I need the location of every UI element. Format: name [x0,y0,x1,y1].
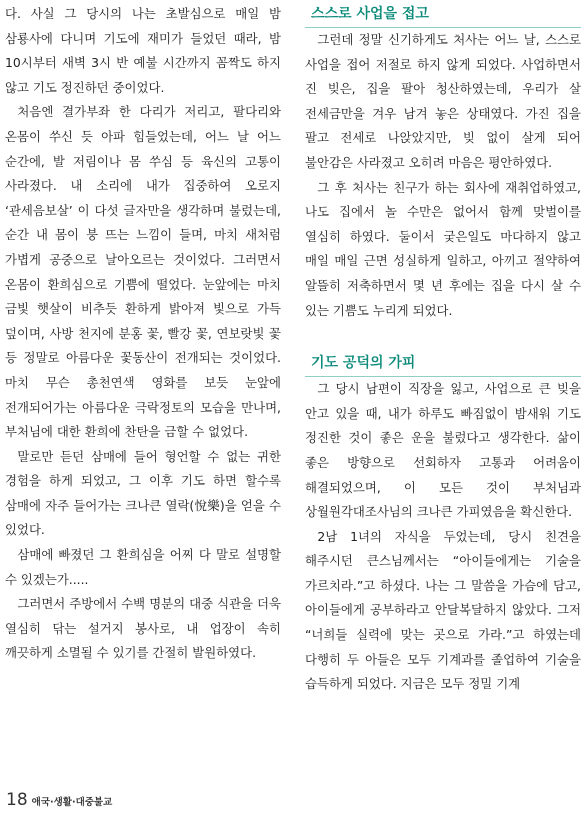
body-paragraph: 그런데 정말 신기하게도 처사는 어느 날, 스스로 사업을 접어 저절로 하지 않게 되었다. 사업하면서 진 빚은, 집을 팔아 청산하였는데, 우리가 살 전세금만을 겨우 남겨 놓은 상태였다. 가진 집을 팔고 전세로 나앉았지만, 빚 없이 살게 되어 불안감은 사라졌고 오히려 마음은 평안하였다. [305,32,581,170]
page-number: 18 [6,790,28,810]
body-paragraph: 그러면서 주방에서 수백 명분의 대중 식관을 더욱 열심히 닦는 설거지 봉사로, 내 업장이 속히 깨끗하게 소멸될 수 있기를 간절히 발원하였다. [5,596,281,661]
body-paragraph: 그 당시 남편이 직장을 잃고, 사업으로 큰 빚을 안고 있을 때, 내가 하루도 빠짐없이 밤새워 기도 정진한 것이 좋은 운을 불렀다고 생각한다. 삶이 좋은 방향으로 선회하자 고통과 어려움이 해결되었으며, 이 모든 것이 부처님과 상월원각대조사님의 크나큰 가피였음을 확신한다. [305,381,581,520]
body-paragraph: 말로만 듣던 삼매에 들어 형언할 수 없는 귀한 경험을 하게 되었고, 그 이후 기도 하면 할수록 삼매에 자주 들어가는 크나큰 열락(悅樂)을 얻을 수 있었다. [5,448,281,538]
body-paragraph: 처음엔 결가부좌 한 다리가 저리고, 팔다리와 온몸이 쑤신 듯 아파 힘들었는데, 어느 날 어느 순간에, 발 저림이나 몸 쑤심 등 육신의 고통이 사라졌다. 내 소리에 내가 집중하여 오로지 ‘관세음보살’ 이 다섯 글자만을 생각하며 불렀는데, 순간 내 몸이 붕 뜨는 느낌이 들며, 마치 새처럼 가볍게 공중으로 날아오르는 것이었다. 그러면서 온몸이 환희심으로 기쁨에 떨었다. 눈앞에는 마치 금빛 햇살이 비추듯 환하게 밝아져 빛으로 가득 덮이며, 사방 천지에 분홍 꽃, 빨강 꽃, 연보랏빛 꽃 등 정말로 아름다운 꽃동산이 전개되는 것이었다. 마치 무슨 총천연색 영화를 보듯 눈앞에 전개되어가는 아름다운 극락정토의 모습을 만나며, 부처님에 대한 환희에 찬탄을 금할 수 없었다. [5,104,281,440]
body-paragraph: 그 후 처사는 친구가 하는 회사에 재취업하였고, 나도 집에서 놀 수만은 없어서 함께 맞벌이를 열심히 하였다. 둘이서 궂은일도 마다하지 않고 매일 매일 근면 성실하게 일하고, 아끼고 절약하여 알뜰히 저축하면서 몇 년 후에는 집을 다시 살 수 있는 기쁨도 누리게 되었다. [305,179,581,318]
left-column [5,0,281,666]
body-paragraph: 2남 1녀의 자식을 두었는데, 당시 친견을 해주시던 큰스님께서는 “아이들에게는 기술을 가르치라.”고 하셨다. 나는 그 말씀을 가슴에 담고, 아이들에게 공부하라고 안달복달하지 않았다. 그저 “너희들 실력에 맞는 곳으로 가라.”고 하였는데 다행히 두 아들은 모두 기계과를 졸업하여 기술을 습득하게 되었다. 지금은 모두 정밀 기계 [305,528,581,692]
body-paragraph: 삼매에 빠졌던 그 환희심을 어찌 다 말로 설명할 수 있겠는가..... [5,547,281,587]
section-heading: 스스로 사업을 접고 [305,0,581,28]
body-paragraph: 다. 사실 그 당시의 나는 초발심으로 매일 밤 삼룡사에 다니며 기도에 재미가 들었던 때라, 밤 10시부터 새벽 3시 반 예불 시간까지 꼼짝도 하지 않고 기도 정진하던 중이었다. [5,6,281,95]
right-column [305,0,581,697]
page-footer [6,790,112,810]
section-heading: 기도 공덕의 가피 [305,349,581,377]
publication-name: 애국·생활·대중불교 [31,797,113,808]
